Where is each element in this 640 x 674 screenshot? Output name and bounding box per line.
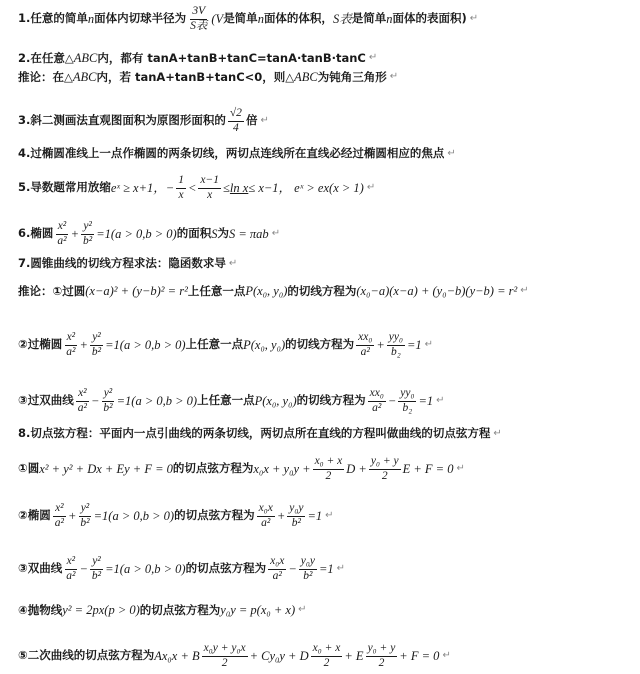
fraction-numerator: y₀ + y (366, 643, 398, 657)
math-expression: =1(a > 0,b > 0) (105, 337, 186, 352)
paragraph-mark-icon: ↵ (260, 115, 269, 126)
paragraph-mark-icon: ↵ (493, 427, 502, 439)
math-expression: − (387, 393, 397, 408)
paragraph-mark-icon: ↵ (368, 52, 378, 64)
math-expression: + (376, 337, 385, 352)
paragraph-mark-icon: ↵ (442, 650, 451, 661)
text-segment: 上任意一点 (185, 337, 244, 352)
text-segment: 4.过椭圆准线上一点作椭圆的两条切线，两切点连线所在直线必经过椭圆相应的焦点 (18, 146, 445, 160)
fraction-numerator: x² (53, 503, 66, 517)
fraction (369, 456, 401, 482)
fraction-numerator: x² (56, 221, 69, 235)
math-expression: =1 (318, 561, 334, 576)
math-expression: S = πab (228, 226, 269, 241)
text-segment: 面体的体积， (263, 11, 333, 26)
fraction-denominator: 2 (323, 656, 330, 669)
text-segment: ④抛物线 (18, 602, 63, 617)
text-segment: 1.任意的简单 (18, 11, 88, 26)
fraction-numerator: x² (76, 388, 89, 402)
text-segment: 为钝角三角形 (317, 69, 387, 84)
math-expression: − (79, 561, 88, 576)
math-expression: + (276, 508, 286, 523)
fraction-denominator: a² (57, 234, 67, 247)
fraction (90, 556, 103, 582)
paragraph-mark-icon: ↵ (436, 395, 445, 406)
fraction-numerator: x₀ + x (311, 643, 343, 657)
math-expression: S (211, 226, 218, 241)
fraction-numerator: y² (90, 332, 103, 346)
fraction-denominator: b² (91, 569, 102, 582)
text-line-l3 (18, 71, 398, 84)
fraction-numerator: x² (65, 332, 78, 346)
math-expression: x₀x + y₀y + (253, 461, 311, 476)
text-segment: 内，若 tanA+tanB+tanC<0，则△ (96, 69, 295, 84)
text-line-l9 (18, 285, 529, 298)
math-expression: =1 (406, 337, 422, 352)
fraction-numerator: y² (90, 556, 103, 570)
fraction-numerator: xx₀ (356, 332, 374, 346)
text-segment: 推论：在△ (18, 69, 73, 84)
math-expression: < (187, 180, 197, 195)
fraction-denominator: a² (360, 345, 370, 358)
text-line-l13 (18, 456, 465, 482)
math-expression: ≤ (223, 180, 230, 195)
fraction-denominator: b² (80, 516, 90, 529)
fraction-denominator: a² (54, 516, 64, 529)
text-segment: ②过椭圆 (18, 337, 63, 352)
paragraph-mark-icon: ↵ (366, 182, 376, 193)
text-line-l7 (18, 221, 280, 247)
text-segment: 的切线方程为 (285, 337, 355, 352)
text-line-l12 (18, 428, 502, 440)
math-expression: =1(a > 0,b > 0) (96, 226, 177, 241)
fraction (55, 221, 68, 247)
math-expression: S表 (332, 11, 352, 26)
text-segment: 的切线方程为 (287, 283, 357, 298)
fraction-numerator: x₀y + y₀x (202, 643, 248, 657)
math-expression: + (79, 337, 88, 352)
text-segment: 5.导数题常用放缩 (18, 180, 111, 195)
text-line-l10 (18, 332, 433, 358)
text-line-l17 (18, 643, 451, 669)
fraction-numerator: 3V (190, 6, 207, 20)
fraction (198, 175, 221, 201)
fraction-denominator: a² (372, 401, 382, 414)
math-expression: n (386, 11, 393, 26)
math-expression: ABC (294, 70, 318, 84)
text-segment: 是简单 (223, 11, 258, 26)
text-segment: 8.切点弦方程：平面内一点引曲线的两条切线，两切点所在直线的方程叫做曲线的切点弦方程 (18, 426, 491, 440)
math-expression: − (90, 393, 100, 408)
fraction-numerator: x₀ + x (313, 456, 345, 470)
fraction-denominator: 2 (221, 656, 228, 669)
fraction (76, 388, 89, 414)
math-expression: (V (211, 11, 224, 26)
fraction (176, 175, 186, 201)
fraction (81, 221, 94, 247)
math-expression: y₀y = p(x₀ + x) (220, 603, 296, 617)
fraction-denominator: x (178, 188, 184, 201)
fraction (101, 388, 114, 414)
fraction-numerator: yy₀ (398, 388, 416, 402)
fraction-denominator: b² (303, 569, 313, 582)
fraction-denominator: b² (103, 401, 113, 414)
fraction-denominator: 2 (325, 469, 332, 482)
fraction (78, 503, 91, 529)
math-expression: + (70, 226, 80, 241)
math-expression: + F = 0 (399, 648, 440, 663)
math-expression: − (288, 561, 297, 576)
fraction-numerator: x₀x (268, 556, 286, 570)
fraction (398, 388, 416, 414)
text-line-l16 (18, 604, 307, 617)
math-expression: Ax₀x + B (154, 648, 200, 663)
fraction (268, 556, 286, 582)
text-segment: ③过双曲线 (18, 393, 74, 408)
fraction-denominator: 4 (233, 121, 239, 134)
fraction-numerator: y₀y (299, 556, 317, 570)
paragraph-mark-icon: ↵ (298, 604, 307, 616)
text-segment: 2.在任意△ (18, 50, 74, 65)
text-segment: 的切点弦方程为 (174, 508, 255, 523)
fraction (257, 503, 275, 529)
text-segment: 面体内切球半径为 (94, 11, 187, 26)
fraction (64, 332, 77, 358)
text-segment: ②椭圆 (18, 508, 51, 523)
math-expression: P(x₀, y₀) (245, 284, 288, 298)
paragraph-mark-icon: ↵ (336, 563, 346, 574)
math-expression: =1(a > 0,b > 0) (116, 393, 198, 408)
fraction-numerator: y₀y (287, 503, 305, 517)
paragraph-mark-icon: ↵ (271, 228, 281, 239)
text-line-l8 (18, 258, 237, 270)
text-line-l5 (18, 148, 456, 160)
math-expression: + Cy₀y + D (249, 648, 309, 663)
fraction-denominator: a² (66, 569, 76, 582)
text-segment: 7.圆锥曲线的切线方程求法：隐函数求导 (18, 256, 226, 270)
fraction (90, 332, 103, 358)
fraction-denominator: b₂ (391, 345, 401, 358)
fraction (366, 643, 398, 669)
math-expression: =1(a > 0,b > 0) (105, 561, 186, 576)
fraction-denominator: b² (83, 234, 93, 247)
math-expression: E + F = 0 (402, 461, 454, 476)
fraction (64, 556, 77, 582)
math-expression: ≤ x−1， eˣ > ex(x > 1) (248, 180, 364, 195)
text-segment: 倍 (245, 113, 258, 128)
math-expression: (x−a)² + (y−b)² = r² (85, 284, 188, 298)
fraction-numerator: y² (81, 221, 94, 235)
fraction-denominator: a² (77, 401, 87, 414)
paragraph-mark-icon: ↵ (389, 71, 399, 83)
text-segment: 上任意一点 (187, 283, 246, 298)
text-segment: 的面积 (176, 226, 212, 241)
fraction-numerator: yy₀ (387, 332, 405, 346)
text-line-l1 (18, 6, 478, 32)
fraction-denominator: b² (291, 516, 301, 529)
text-segment: 推论：①过圆 (18, 283, 86, 298)
text-segment: 6.椭圆 (18, 226, 54, 241)
fraction (53, 503, 66, 529)
fraction-denominator: a² (66, 345, 76, 358)
fraction-denominator: a² (272, 569, 282, 582)
text-segment: ①圆 (18, 461, 40, 476)
paragraph-mark-icon: ↵ (456, 463, 465, 474)
text-segment: 的切点弦方程为 (185, 561, 267, 576)
math-expression: n (87, 11, 95, 26)
text-line-l14 (18, 503, 334, 529)
math-expression: ABC (73, 51, 98, 65)
text-segment: 的切点弦方程为 (172, 461, 254, 476)
paragraph-mark-icon: ↵ (325, 510, 334, 521)
fraction-numerator: 1 (176, 175, 186, 189)
fraction-numerator: √2 (228, 108, 244, 122)
math-expression: y² = 2px(p > 0) (62, 603, 140, 617)
fraction (299, 556, 317, 582)
fraction-numerator: x−1 (198, 175, 221, 189)
fraction-numerator: y² (102, 388, 115, 402)
fraction (313, 456, 345, 482)
fraction-numerator: x₀x (257, 503, 275, 517)
fraction-denominator: S表 (190, 19, 208, 32)
fraction-denominator: b² (91, 345, 102, 358)
math-expression: + E (344, 648, 364, 663)
paragraph-mark-icon: ↵ (228, 257, 238, 269)
math-expression: + (67, 508, 77, 523)
paragraph-mark-icon: ↵ (520, 285, 529, 297)
fraction (311, 643, 343, 669)
fraction (202, 643, 248, 669)
paragraph-mark-icon: ↵ (447, 147, 456, 159)
math-expression: =1 (418, 393, 434, 408)
fraction (368, 388, 386, 414)
text-segment: 的切点弦方程为 (139, 602, 221, 617)
math-expression: x² + y² + Dx + Ey + F = 0 (39, 461, 173, 476)
text-segment: ⑤二次曲线的切点弦方程为 (18, 648, 155, 663)
text-segment: 是简单 (351, 11, 387, 26)
fraction-denominator: x (207, 188, 213, 201)
math-expression: D + (346, 461, 367, 476)
fraction-numerator: x² (65, 556, 78, 570)
text-line-l11 (18, 388, 445, 414)
text-segment: 为 (217, 226, 229, 241)
fraction (188, 6, 209, 32)
text-segment: 内，都有 tanA+tanB+tanC=tanA·tanB·tanC (97, 50, 366, 65)
fraction (228, 108, 244, 134)
text-segment: 上任意一点 (197, 393, 255, 408)
text-segment: 面体的表面积) (392, 11, 467, 26)
fraction-denominator: a² (261, 516, 271, 529)
text-line-l2 (18, 52, 377, 65)
fraction-numerator: xx₀ (368, 388, 386, 402)
math-expression: P(x₀, y₀) (254, 393, 297, 408)
text-line-l6 (18, 175, 375, 201)
math-expression: =1 (307, 508, 323, 523)
math-expression: n (257, 11, 264, 26)
fraction-numerator: y² (79, 503, 92, 517)
paragraph-mark-icon: ↵ (424, 339, 434, 350)
math-expression: (x₀−a)(x−a) + (y₀−b)(y−b) = r² (356, 284, 518, 298)
fraction-denominator: 2 (378, 656, 385, 669)
text-segment: 的切线方程为 (296, 393, 366, 408)
fraction-numerator: y₀ + y (369, 456, 401, 470)
paragraph-mark-icon: ↵ (469, 13, 479, 24)
fraction (387, 332, 405, 358)
math-expression: =1(a > 0,b > 0) (93, 508, 175, 523)
fraction-denominator: b₂ (402, 401, 413, 414)
text-segment: ③双曲线 (18, 561, 63, 576)
math-expression: ln x (229, 180, 249, 195)
math-expression: P(x₀, y₀) (243, 337, 286, 352)
text-segment: 3.斜二测画法直观图面积为原图形面积的 (18, 113, 226, 128)
fraction (356, 332, 374, 358)
math-expression: ABC (72, 70, 97, 84)
text-line-l15 (18, 556, 345, 582)
text-line-l4 (18, 108, 269, 134)
fraction-denominator: 2 (381, 469, 388, 482)
math-expression: eˣ ≥ x+1，− (110, 180, 175, 195)
fraction (287, 503, 305, 529)
